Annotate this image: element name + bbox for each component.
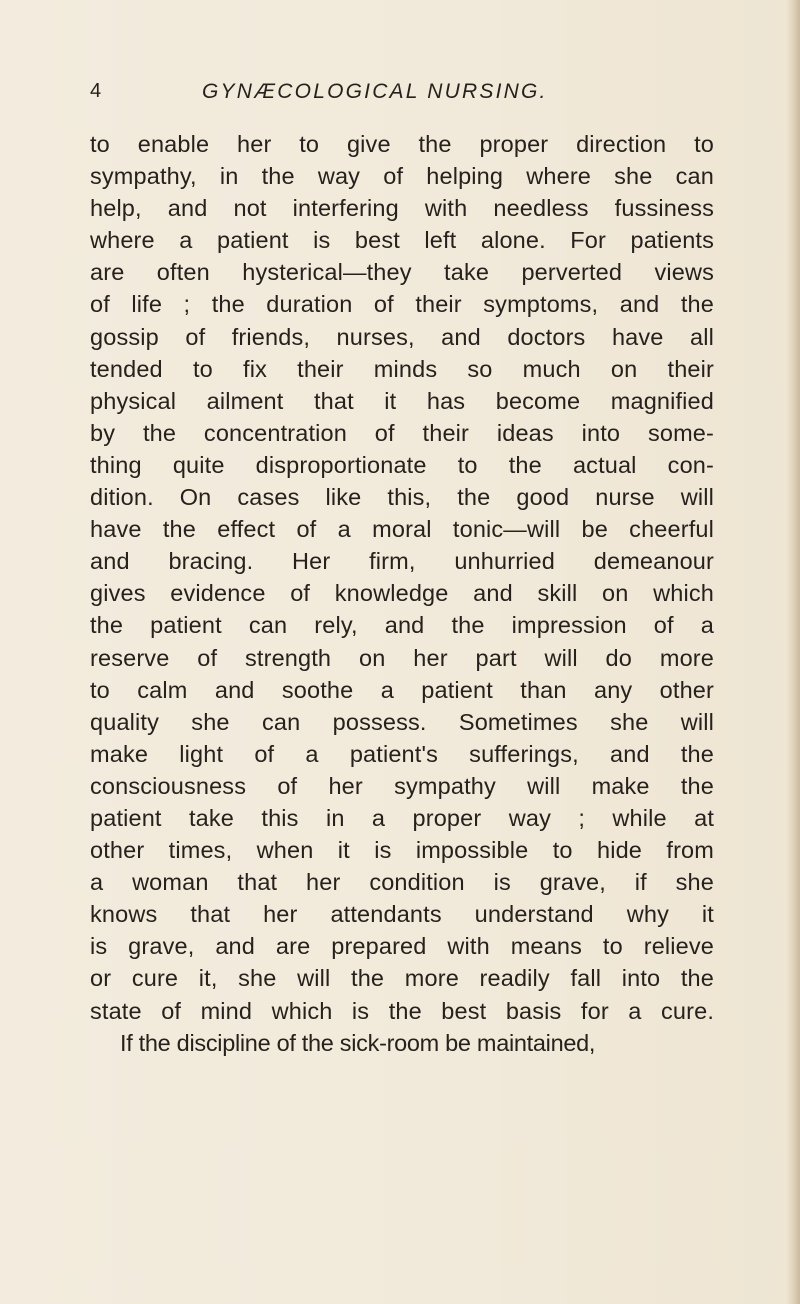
text-line: or cure it, she will the more readily fall into the bbox=[90, 965, 714, 992]
text-line: and bracing. Her firm, unhurried demeanour bbox=[90, 548, 714, 575]
page-number: 4 bbox=[90, 80, 103, 102]
text-line: state of mind which is the best basis for a cure. bbox=[90, 997, 714, 1024]
page-edge-shadow bbox=[786, 0, 800, 1304]
text-line: by the concentration of their ideas into some- bbox=[90, 419, 714, 446]
text-line: tended to fix their minds so much on their bbox=[90, 355, 714, 382]
text-line: quality she can possess. Sometimes she will bbox=[90, 708, 714, 735]
text-line: consciousness of her sympathy will make the bbox=[90, 772, 714, 799]
text-line: the patient can rely, and the impression of a bbox=[90, 612, 714, 639]
text-line: is grave, and are prepared with means to relieve bbox=[90, 933, 714, 960]
text-line: patient take this in a proper way ; while at bbox=[90, 804, 714, 831]
text-line: are often hysterical—they take perverted views bbox=[90, 259, 714, 286]
text-line: other times, when it is impossible to hide from bbox=[90, 837, 714, 864]
text-line: of life ; the duration of their symptoms, and the bbox=[90, 291, 714, 318]
text-line: sympathy, in the way of helping where she can bbox=[90, 163, 714, 190]
text-line: to calm and soothe a patient than any other bbox=[90, 676, 714, 703]
text-line: make light of a patient's sufferings, and the bbox=[90, 740, 714, 767]
text-line: dition. On cases like this, the good nurse will bbox=[90, 484, 714, 511]
text-line: to enable her to give the proper direction to bbox=[90, 131, 714, 157]
body-paragraph bbox=[90, 128, 714, 1059]
text-line: physical ailment that it has become magnified bbox=[90, 387, 714, 414]
text-line: If the discipline of the sick-room be maintained, bbox=[120, 1029, 596, 1056]
text-line: have the effect of a moral tonic—will be cheerful bbox=[90, 516, 714, 543]
text-line: thing quite disproportionate to the actual con- bbox=[90, 451, 714, 478]
text-line: knows that her attendants understand why it bbox=[90, 901, 714, 928]
text-line: help, and not interfering with needless fussiness bbox=[90, 195, 714, 222]
text-line: gives evidence of knowledge and skill on which bbox=[90, 580, 714, 607]
text-line: a woman that her condition is grave, if she bbox=[90, 869, 714, 896]
text-line: reserve of strength on her part will do more bbox=[90, 644, 714, 671]
running-title: GYNÆCOLOGICAL NURSING. bbox=[202, 80, 548, 103]
running-header bbox=[90, 80, 710, 110]
text-line: where a patient is best left alone. For patients bbox=[90, 227, 714, 254]
text-line: gossip of friends, nurses, and doctors have all bbox=[90, 323, 714, 350]
